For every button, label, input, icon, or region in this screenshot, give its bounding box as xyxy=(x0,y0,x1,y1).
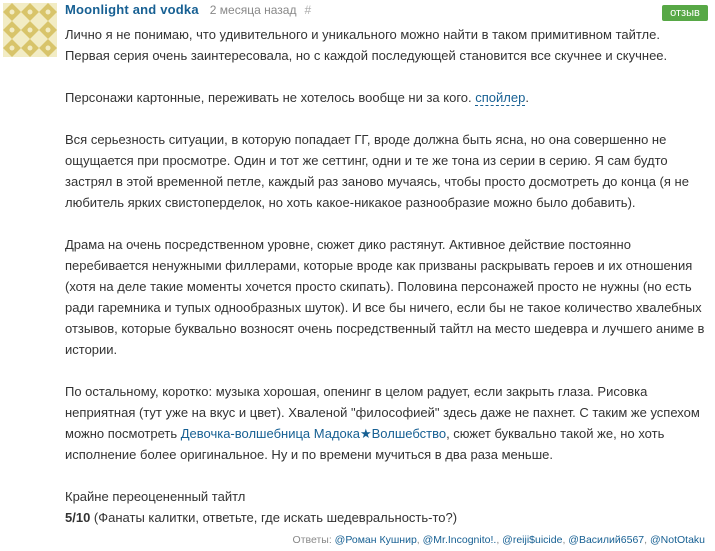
review-time[interactable]: 2 месяца назад xyxy=(209,3,297,17)
anime-link[interactable]: Девочка-волшебница Мадока★Волшебство xyxy=(180,426,447,441)
paragraph-5-end: , сюжет буквально такой же, но хоть исполнение более оригинальное. Ну и по времени мучиться в два раза меньше. xyxy=(65,426,665,462)
replies-bar: Ответы: @Роман Кушнир, @Mr.Incognito!., @reiji$uicide, @Василий6567, @NotOtaku xyxy=(292,534,705,546)
verdict-comment: (Фанаты калитки, ответьте, где искать шедевральность-то?) xyxy=(90,510,458,525)
paragraph-5 xyxy=(65,381,705,465)
paragraph-2-end: . xyxy=(525,90,529,105)
paragraph-3: Вся серьезность ситуации, в которую попадает ГГ, вроде должна быть ясна, но она совершенно не ощущается при просмотре. Один и тот же сеттинг, одни и те же тона из серии в серию. Я сам будто застрял в этой временной петле, каждый раз заново мучаясь, чтобы просто досмотреть до конца (я не любитель ярких свистоперделок, но хоть какое-никакое разнообразие можно было добавить). xyxy=(65,132,689,210)
paragraph-2-text: Персонажи картонные, переживать не хотелось вообще ни за кого. xyxy=(65,90,472,105)
reply-user-4[interactable]: @Василий6567 xyxy=(568,534,645,546)
verdict-line: Крайне переоцененный тайтл xyxy=(65,489,246,504)
paragraph-4: Драма на очень посредственном уровне, сюжет дико растянут. Активное действие постоянно перебивается ненужными филлерами, которые вроде как призваны раскрывать героев и их отношения (хотя на деле такие моменты хочется просто скипать). Половина персонажей просто не нужны (но есть ради гаремника и тупых однообразных шуток). И все бы ничего, если бы не такое количество хвалебных отзывов, которые буквально возносят очень посредственный тайтл на место шедевра и лучшего аниме в истории. xyxy=(65,237,705,357)
review-badge: отзыв xyxy=(662,5,708,21)
author-name[interactable]: Moonlight and vodka xyxy=(65,2,199,17)
review-header xyxy=(65,2,311,20)
paragraph-5-start: По остальному, коротко: музыка хорошая, опенинг в целом радует, если закрыть глаза. Рисовка неприятная (тут уже на вкус и цвет). Хваленой "философией" здесь даже не пахнет. С таким же успехом можно посмотреть xyxy=(65,384,700,441)
replies-label: Ответы: xyxy=(292,534,332,546)
reply-user-1[interactable]: @Роман Кушнир xyxy=(334,534,417,546)
paragraph-6 xyxy=(65,486,705,528)
review-body xyxy=(65,24,705,528)
identicon-avatar-icon xyxy=(3,3,57,57)
paragraph-2 xyxy=(65,87,705,108)
reply-user-3[interactable]: @reiji$uicide xyxy=(502,534,563,546)
reply-user-5[interactable]: @NotOtaku xyxy=(649,534,705,546)
spoiler-toggle[interactable]: спойлер xyxy=(475,90,526,105)
score: 5/10 xyxy=(65,510,91,525)
permalink-hash[interactable]: # xyxy=(304,3,312,17)
reply-user-2[interactable]: @Mr.Incognito!. xyxy=(422,534,497,546)
paragraph-1: Лично я не понимаю, что удивительного и уникального можно найти в таком примитивном тайтле. Первая серия очень заинтересовала, но с каждой последующей становится все скучнее и скучнее. xyxy=(65,27,668,63)
avatar[interactable] xyxy=(3,3,57,57)
